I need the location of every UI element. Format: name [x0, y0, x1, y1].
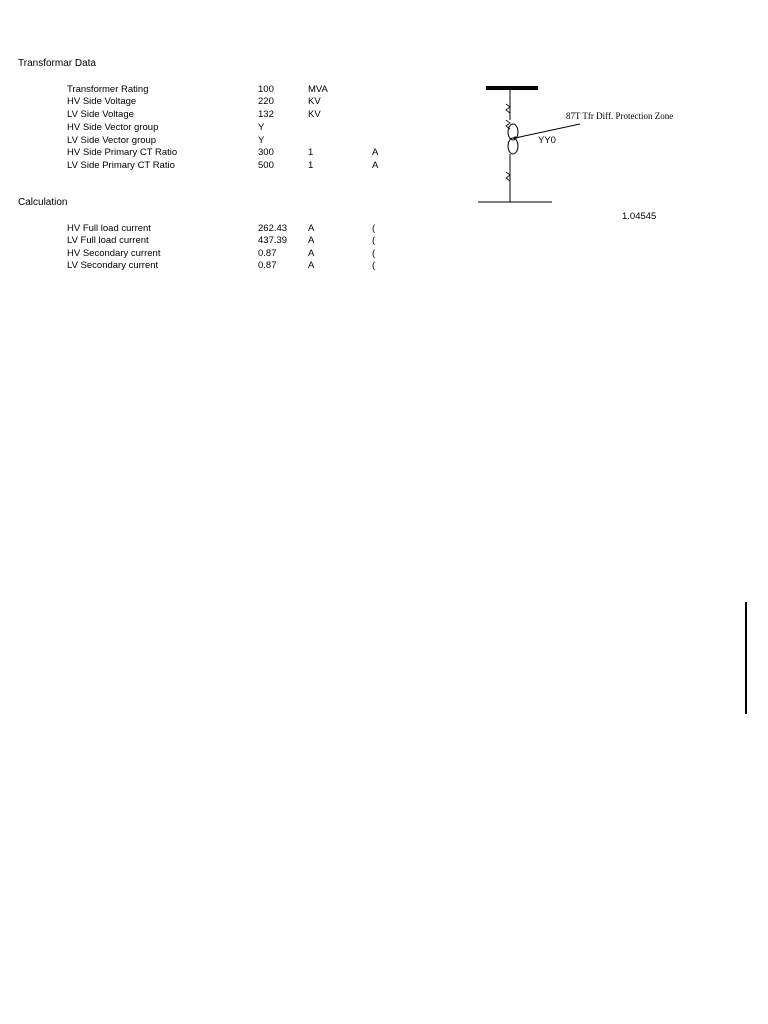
calc-value: 0.87 [258, 248, 277, 259]
row-value: 300 [258, 147, 274, 158]
row-value: 500 [258, 160, 274, 171]
row-unit: 1 [308, 160, 314, 171]
section-title-calculation: Calculation [18, 197, 68, 208]
calc-value: 262.43 [258, 223, 288, 234]
row-label: LV Side Vector group [67, 135, 157, 146]
calc-unit: A [308, 223, 315, 234]
calc-unit: A [308, 235, 315, 246]
transformer-single-line-diagram [470, 80, 710, 210]
row-label: HV Side Voltage [67, 96, 137, 107]
row-label: LV Side Primary CT Ratio [67, 160, 175, 171]
calc-extra: ( [372, 223, 376, 234]
calc-unit: A [308, 260, 315, 271]
row-extra: A [372, 160, 379, 171]
row-label: Transformer Rating [67, 84, 149, 95]
lv-ct-symbol [506, 172, 510, 181]
row-unit: MVA [308, 84, 328, 95]
protection-zone-label: 87T Tfr Diff. Protection Zone [566, 111, 674, 121]
page-border-line [745, 602, 747, 714]
row-unit: KV [308, 109, 321, 120]
row-unit: KV [308, 96, 321, 107]
hv-ct-symbol [506, 104, 510, 113]
hv-ct-symbol-2 [506, 120, 510, 129]
calc-extra: ( [372, 260, 376, 271]
row-label: HV Side Primary CT Ratio [67, 147, 178, 158]
row-value: 100 [258, 84, 274, 95]
row-value: Y [258, 122, 265, 133]
calc-label: LV Secondary current [67, 260, 159, 271]
row-value: 132 [258, 109, 274, 120]
row-label: LV Side Voltage [67, 109, 134, 120]
row-label: HV Side Vector group [67, 122, 159, 133]
calc-label: LV Full load current [67, 235, 149, 246]
calc-label: HV Secondary current [67, 248, 161, 259]
calc-extra: ( [372, 235, 376, 246]
zone-leader-dot [514, 137, 517, 140]
calc-value: 0.87 [258, 260, 277, 271]
row-value: 220 [258, 96, 274, 107]
vector-group-label: YY0 [538, 135, 556, 146]
calc-extra: ( [372, 248, 376, 259]
calc-label: HV Full load current [67, 223, 151, 234]
section-title-transformer-data: Transformar Data [18, 58, 96, 69]
calc-unit: A [308, 248, 315, 259]
row-unit: 1 [308, 147, 314, 158]
calc-value: 437.39 [258, 235, 288, 246]
ratio-value: 1.04545 [622, 211, 657, 222]
row-extra: A [372, 147, 379, 158]
row-value: Y [258, 135, 265, 146]
